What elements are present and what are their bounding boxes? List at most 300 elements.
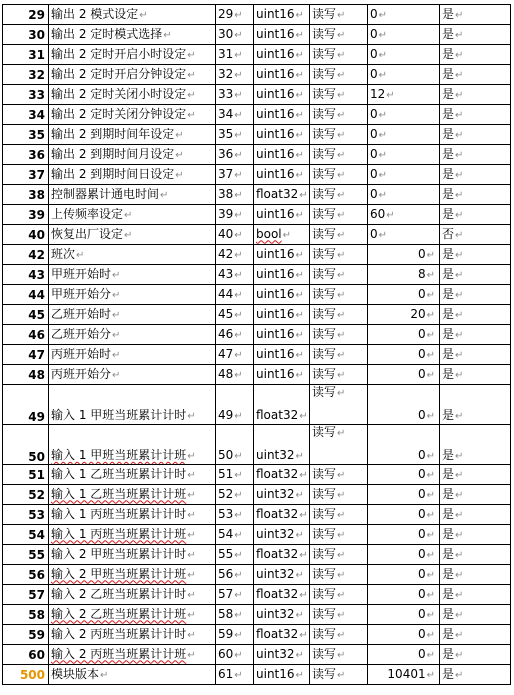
paragraph-mark-icon: ↵ xyxy=(282,229,292,241)
address-cell: 43↵ xyxy=(216,265,254,285)
paragraph-mark-icon: ↵ xyxy=(455,229,464,241)
paragraph-mark-icon: ↵ xyxy=(455,149,464,161)
default-value-cell: 0↵ xyxy=(368,645,440,665)
register-number-cell: 51 xyxy=(3,465,49,485)
data-type-cell: uint16↵ xyxy=(254,145,310,165)
paragraph-mark-icon: ↵ xyxy=(234,89,243,101)
table-row xyxy=(3,485,511,505)
paragraph-mark-icon: ↵ xyxy=(299,589,308,601)
table-row xyxy=(3,525,511,545)
default-value-cell: 0↵ xyxy=(368,105,440,125)
save-flag-cell: 是↵ xyxy=(440,145,511,165)
paragraph-mark-icon: ↵ xyxy=(426,549,435,561)
paragraph-mark-icon: ↵ xyxy=(234,229,243,241)
data-type-cell: float32↵ xyxy=(254,505,310,525)
paragraph-mark-icon: ↵ xyxy=(295,569,304,581)
save-flag-cell: 是↵ xyxy=(440,465,511,485)
table-row xyxy=(3,65,511,85)
paragraph-mark-icon: ↵ xyxy=(426,509,435,521)
default-value-cell: 0↵ xyxy=(368,185,440,205)
paragraph-mark-icon: ↵ xyxy=(426,629,435,641)
default-value-cell: 0↵ xyxy=(368,565,440,585)
default-value-cell: 0↵ xyxy=(368,25,440,45)
address-cell: 49↵ xyxy=(216,385,254,425)
paragraph-mark-icon: ↵ xyxy=(295,249,304,261)
paragraph-mark-icon: ↵ xyxy=(337,309,346,321)
paragraph-mark-icon: ↵ xyxy=(378,189,388,201)
paragraph-mark-icon: ↵ xyxy=(455,609,464,621)
paragraph-mark-icon: ↵ xyxy=(234,69,243,81)
paragraph-mark-icon: ↵ xyxy=(124,209,133,221)
paragraph-mark-icon: ↵ xyxy=(299,629,308,641)
data-type-cell: float32↵ xyxy=(254,465,310,485)
parameter-name-cell: 输入 2 甲班当班累计计时↵ xyxy=(49,545,216,565)
access-mode-cell: 读写↵ xyxy=(310,345,368,365)
paragraph-mark-icon: ↵ xyxy=(295,289,304,301)
parameter-name-cell: 输入 2 丙班当班累计计班↵ xyxy=(49,645,216,665)
paragraph-mark-icon: ↵ xyxy=(187,109,196,121)
data-type-cell: uint16↵ xyxy=(254,105,310,125)
table-row xyxy=(3,305,511,325)
default-value-cell: 0↵ xyxy=(368,605,440,625)
default-value-cell: 0↵ xyxy=(368,625,440,645)
access-mode-cell: 读写↵ xyxy=(310,505,368,525)
table-row xyxy=(3,645,511,665)
parameter-name-cell: 乙班开始时↵ xyxy=(49,305,216,325)
paragraph-mark-icon: ↵ xyxy=(234,509,243,521)
paragraph-mark-icon: ↵ xyxy=(455,529,464,541)
paragraph-mark-icon: ↵ xyxy=(295,609,304,621)
paragraph-mark-icon: ↵ xyxy=(112,349,121,361)
register-number-cell: 57 xyxy=(3,585,49,605)
access-mode-cell: 读写↵ xyxy=(310,245,368,265)
paragraph-mark-icon: ↵ xyxy=(337,609,346,621)
paragraph-mark-icon: ↵ xyxy=(455,349,464,361)
parameter-name-cell: 上传频率设定↵ xyxy=(49,205,216,225)
address-cell: 58↵ xyxy=(216,605,254,625)
paragraph-mark-icon: ↵ xyxy=(234,189,243,201)
data-type-cell: uint16↵ xyxy=(254,265,310,285)
paragraph-mark-icon: ↵ xyxy=(295,109,304,121)
register-number-cell: 49 xyxy=(3,385,49,425)
address-cell: 30↵ xyxy=(216,25,254,45)
register-number-cell: 47 xyxy=(3,345,49,365)
paragraph-mark-icon: ↵ xyxy=(426,469,435,481)
default-value-cell: 10401↵ xyxy=(368,665,440,685)
save-flag-cell: 是↵ xyxy=(440,305,511,325)
paragraph-mark-icon: ↵ xyxy=(337,169,346,181)
default-value-cell: 0↵ xyxy=(368,525,440,545)
table-row xyxy=(3,425,511,465)
paragraph-mark-icon: ↵ xyxy=(234,309,243,321)
paragraph-mark-icon: ↵ xyxy=(386,89,395,101)
register-number-cell: 30 xyxy=(3,25,49,45)
parameter-name-cell: 乙班开始分↵ xyxy=(49,325,216,345)
save-flag-cell: 是↵ xyxy=(440,325,511,345)
address-cell: 50↵ xyxy=(216,425,254,465)
paragraph-mark-icon: ↵ xyxy=(426,329,435,341)
register-number-cell: 43 xyxy=(3,265,49,285)
save-flag-cell: 是↵ xyxy=(440,245,511,265)
paragraph-mark-icon: ↵ xyxy=(455,9,464,21)
default-value-cell: 20↵ xyxy=(368,305,440,325)
save-flag-cell: 是↵ xyxy=(440,665,511,685)
data-type-cell: uint16↵ xyxy=(254,665,310,685)
table-row xyxy=(3,105,511,125)
data-type-cell: uint16↵ xyxy=(254,345,310,365)
paragraph-mark-icon: ↵ xyxy=(337,89,346,101)
paragraph-mark-icon: ↵ xyxy=(337,109,346,121)
paragraph-mark-icon: ↵ xyxy=(426,289,435,301)
paragraph-mark-icon: ↵ xyxy=(455,89,464,101)
address-cell: 32↵ xyxy=(216,65,254,85)
data-type-cell: uint32↵ xyxy=(254,645,310,665)
paragraph-mark-icon: ↵ xyxy=(455,69,464,81)
table-row xyxy=(3,145,511,165)
table-row xyxy=(3,365,511,385)
paragraph-mark-icon: ↵ xyxy=(295,9,304,21)
save-flag-cell: 是↵ xyxy=(440,285,511,305)
save-flag-cell: 是↵ xyxy=(440,545,511,565)
save-flag-cell: 是↵ xyxy=(440,585,511,605)
table-row xyxy=(3,665,511,685)
paragraph-mark-icon: ↵ xyxy=(295,649,304,661)
paragraph-mark-icon: ↵ xyxy=(175,129,184,141)
parameter-name-cell: 输入 2 丙班当班累计计时↵ xyxy=(49,625,216,645)
paragraph-mark-icon: ↵ xyxy=(337,669,346,681)
paragraph-mark-icon: ↵ xyxy=(160,189,169,201)
save-flag-cell: 否↵ xyxy=(440,225,511,245)
paragraph-mark-icon: ↵ xyxy=(455,649,464,661)
parameter-name-cell: 甲班开始分↵ xyxy=(49,285,216,305)
address-cell: 57↵ xyxy=(216,585,254,605)
paragraph-mark-icon: ↵ xyxy=(337,369,346,381)
default-value-cell: 0↵ xyxy=(368,425,440,465)
address-cell: 36↵ xyxy=(216,145,254,165)
register-number-cell: 53 xyxy=(3,505,49,525)
paragraph-mark-icon: ↵ xyxy=(234,9,243,21)
table-row xyxy=(3,345,511,365)
default-value-cell: 0↵ xyxy=(368,145,440,165)
paragraph-mark-icon: ↵ xyxy=(100,669,109,681)
paragraph-mark-icon: ↵ xyxy=(426,529,435,541)
register-number-cell: 52 xyxy=(3,485,49,505)
address-cell: 61↵ xyxy=(216,665,254,685)
address-cell: 55↵ xyxy=(216,545,254,565)
paragraph-mark-icon: ↵ xyxy=(455,569,464,581)
access-mode-cell: 读写↵ xyxy=(310,465,368,485)
register-number-cell: 33 xyxy=(3,85,49,105)
paragraph-mark-icon: ↵ xyxy=(337,549,346,561)
paragraph-mark-icon: ↵ xyxy=(234,289,243,301)
paragraph-mark-icon: ↵ xyxy=(378,49,388,61)
parameter-name-cell: 输出 2 到期时间日设定↵ xyxy=(49,165,216,185)
paragraph-mark-icon: ↵ xyxy=(337,388,346,399)
paragraph-mark-icon: ↵ xyxy=(112,269,121,281)
paragraph-mark-icon: ↵ xyxy=(426,411,435,422)
register-number-cell: 38 xyxy=(3,185,49,205)
data-type-cell: uint16↵ xyxy=(254,125,310,145)
paragraph-mark-icon: ↵ xyxy=(187,69,196,81)
table-row xyxy=(3,385,511,425)
paragraph-mark-icon: ↵ xyxy=(299,469,308,481)
access-mode-cell: 读写↵ xyxy=(310,525,368,545)
paragraph-mark-icon: ↵ xyxy=(295,489,304,501)
paragraph-mark-icon: ↵ xyxy=(295,529,304,541)
register-number-cell: 31 xyxy=(3,45,49,65)
paragraph-mark-icon: ↵ xyxy=(295,669,304,681)
paragraph-mark-icon: ↵ xyxy=(337,629,346,641)
address-cell: 60↵ xyxy=(216,645,254,665)
access-mode-cell: 读写↵ xyxy=(310,625,368,645)
parameter-name-cell: 模块版本↵ xyxy=(49,665,216,685)
paragraph-mark-icon: ↵ xyxy=(234,451,243,462)
save-flag-cell: 是↵ xyxy=(440,105,511,125)
paragraph-mark-icon: ↵ xyxy=(426,609,435,621)
paragraph-mark-icon: ↵ xyxy=(295,451,304,462)
address-cell: 39↵ xyxy=(216,205,254,225)
paragraph-mark-icon: ↵ xyxy=(455,289,464,301)
paragraph-mark-icon: ↵ xyxy=(378,169,388,181)
address-cell: 31↵ xyxy=(216,45,254,65)
paragraph-mark-icon: ↵ xyxy=(337,29,346,41)
save-flag-cell: 是↵ xyxy=(440,605,511,625)
paragraph-mark-icon: ↵ xyxy=(295,29,304,41)
paragraph-mark-icon: ↵ xyxy=(378,149,388,161)
paragraph-mark-icon: ↵ xyxy=(455,309,464,321)
paragraph-mark-icon: ↵ xyxy=(187,629,196,641)
paragraph-mark-icon: ↵ xyxy=(295,149,304,161)
save-flag-cell: 是↵ xyxy=(440,65,511,85)
default-value-cell: 0↵ xyxy=(368,65,440,85)
paragraph-mark-icon: ↵ xyxy=(378,109,388,121)
save-flag-cell: 是↵ xyxy=(440,165,511,185)
parameter-name-cell: 输出 2 定时模式选择↵ xyxy=(49,25,216,45)
register-number-cell: 54 xyxy=(3,525,49,545)
paragraph-mark-icon: ↵ xyxy=(455,549,464,561)
save-flag-cell: 是↵ xyxy=(440,25,511,45)
save-flag-cell: 是↵ xyxy=(440,365,511,385)
paragraph-mark-icon: ↵ xyxy=(112,329,121,341)
paragraph-mark-icon: ↵ xyxy=(234,329,243,341)
default-value-cell: 0↵ xyxy=(368,165,440,185)
default-value-cell: 0↵ xyxy=(368,5,440,25)
parameter-name-cell: 输入 1 甲班当班累计计班↵ xyxy=(49,425,216,465)
paragraph-mark-icon: ↵ xyxy=(378,29,388,41)
paragraph-mark-icon: ↵ xyxy=(234,369,243,381)
default-value-cell: 0↵ xyxy=(368,385,440,425)
paragraph-mark-icon: ↵ xyxy=(455,49,464,61)
access-mode-cell: 读写↵ xyxy=(310,145,368,165)
paragraph-mark-icon: ↵ xyxy=(187,89,196,101)
table-row xyxy=(3,25,511,45)
paragraph-mark-icon: ↵ xyxy=(337,349,346,361)
paragraph-mark-icon: ↵ xyxy=(112,369,121,381)
paragraph-mark-icon: ↵ xyxy=(187,451,196,462)
paragraph-mark-icon: ↵ xyxy=(187,411,196,422)
table-row xyxy=(3,325,511,345)
paragraph-mark-icon: ↵ xyxy=(112,289,121,301)
paragraph-mark-icon: ↵ xyxy=(455,109,464,121)
register-number-cell: 58 xyxy=(3,605,49,625)
paragraph-mark-icon: ↵ xyxy=(187,649,196,661)
access-mode-cell: 读写↵ xyxy=(310,385,368,425)
paragraph-mark-icon: ↵ xyxy=(163,29,172,41)
paragraph-mark-icon: ↵ xyxy=(455,189,464,201)
default-value-cell: 0↵ xyxy=(368,365,440,385)
table-row xyxy=(3,505,511,525)
paragraph-mark-icon: ↵ xyxy=(337,209,346,221)
data-type-cell: uint32↵ xyxy=(254,485,310,505)
paragraph-mark-icon: ↵ xyxy=(234,249,243,261)
save-flag-cell: 是↵ xyxy=(440,485,511,505)
paragraph-mark-icon: ↵ xyxy=(187,509,196,521)
access-mode-cell: 读写↵ xyxy=(310,185,368,205)
address-cell: 37↵ xyxy=(216,165,254,185)
default-value-cell: 60↵ xyxy=(368,205,440,225)
paragraph-mark-icon: ↵ xyxy=(337,569,346,581)
data-type-cell: uint32↵ xyxy=(254,525,310,545)
paragraph-mark-icon: ↵ xyxy=(455,329,464,341)
paragraph-mark-icon: ↵ xyxy=(234,109,243,121)
paragraph-mark-icon: ↵ xyxy=(426,451,435,462)
paragraph-mark-icon: ↵ xyxy=(337,529,346,541)
table-row xyxy=(3,245,511,265)
paragraph-mark-icon: ↵ xyxy=(234,129,243,141)
paragraph-mark-icon: ↵ xyxy=(295,349,304,361)
paragraph-mark-icon: ↵ xyxy=(299,549,308,561)
paragraph-mark-icon: ↵ xyxy=(234,269,243,281)
access-mode-cell: 读写↵ xyxy=(310,425,368,465)
table-row xyxy=(3,285,511,305)
data-type-cell: uint32↵ xyxy=(254,425,310,465)
parameter-name-cell: 输入 1 乙班当班累计计班↵ xyxy=(49,485,216,505)
paragraph-mark-icon: ↵ xyxy=(337,189,346,201)
data-type-cell: uint16↵ xyxy=(254,285,310,305)
paragraph-mark-icon: ↵ xyxy=(234,469,243,481)
paragraph-mark-icon: ↵ xyxy=(187,489,196,501)
address-cell: 52↵ xyxy=(216,485,254,505)
parameter-name-cell: 丙班开始时↵ xyxy=(49,345,216,365)
paragraph-mark-icon: ↵ xyxy=(295,209,304,221)
table-row xyxy=(3,125,511,145)
register-number-cell: 32 xyxy=(3,65,49,85)
paragraph-mark-icon: ↵ xyxy=(234,349,243,361)
table-row xyxy=(3,225,511,245)
data-type-cell: uint16↵ xyxy=(254,365,310,385)
default-value-cell: 0↵ xyxy=(368,505,440,525)
register-number-cell: 35 xyxy=(3,125,49,145)
parameter-name-cell: 输入 2 乙班当班累计计时↵ xyxy=(49,585,216,605)
table-row xyxy=(3,5,511,25)
parameter-name-cell: 恢复出厂设定↵ xyxy=(49,225,216,245)
paragraph-mark-icon: ↵ xyxy=(234,649,243,661)
data-type-cell: float32↵ xyxy=(254,385,310,425)
paragraph-mark-icon: ↵ xyxy=(76,249,85,261)
address-cell: 59↵ xyxy=(216,625,254,645)
data-type-cell: uint16↵ xyxy=(254,305,310,325)
paragraph-mark-icon: ↵ xyxy=(378,9,388,21)
default-value-cell: 8↵ xyxy=(368,265,440,285)
access-mode-cell: 读写↵ xyxy=(310,105,368,125)
paragraph-mark-icon: ↵ xyxy=(426,569,435,581)
paragraph-mark-icon: ↵ xyxy=(337,229,346,241)
register-number-cell: 42 xyxy=(3,245,49,265)
default-value-cell: 0↵ xyxy=(368,585,440,605)
paragraph-mark-icon: ↵ xyxy=(234,29,243,41)
default-value-cell: 0↵ xyxy=(368,545,440,565)
register-number-cell: 55 xyxy=(3,545,49,565)
data-type-cell: uint16↵ xyxy=(254,5,310,25)
paragraph-mark-icon: ↵ xyxy=(187,529,196,541)
address-cell: 35↵ xyxy=(216,125,254,145)
paragraph-mark-icon: ↵ xyxy=(234,49,243,61)
paragraph-mark-icon: ↵ xyxy=(426,649,435,661)
paragraph-mark-icon: ↵ xyxy=(426,669,435,681)
paragraph-mark-icon: ↵ xyxy=(299,509,308,521)
paragraph-mark-icon: ↵ xyxy=(378,69,388,81)
data-type-cell: uint16↵ xyxy=(254,325,310,345)
access-mode-cell: 读写↵ xyxy=(310,585,368,605)
paragraph-mark-icon: ↵ xyxy=(234,169,243,181)
paragraph-mark-icon: ↵ xyxy=(426,309,435,321)
parameter-name-cell: 丙班开始分↵ xyxy=(49,365,216,385)
register-number-cell: 37 xyxy=(3,165,49,185)
default-value-cell: 0↵ xyxy=(368,285,440,305)
parameter-name-cell: 输入 1 丙班当班累计计班↵ xyxy=(49,525,216,545)
register-table xyxy=(2,4,511,685)
data-type-cell: float32↵ xyxy=(254,185,310,205)
data-type-cell: uint32↵ xyxy=(254,605,310,625)
access-mode-cell: 读写↵ xyxy=(310,605,368,625)
paragraph-mark-icon: ↵ xyxy=(337,589,346,601)
paragraph-mark-icon: ↵ xyxy=(295,129,304,141)
save-flag-cell: 是↵ xyxy=(440,45,511,65)
paragraph-mark-icon: ↵ xyxy=(299,411,308,422)
access-mode-cell: 读写↵ xyxy=(310,665,368,685)
save-flag-cell: 是↵ xyxy=(440,85,511,105)
paragraph-mark-icon: ↵ xyxy=(295,69,304,81)
paragraph-mark-icon: ↵ xyxy=(337,329,346,341)
access-mode-cell: 读写↵ xyxy=(310,305,368,325)
paragraph-mark-icon: ↵ xyxy=(455,469,464,481)
access-mode-cell: 读写↵ xyxy=(310,25,368,45)
paragraph-mark-icon: ↵ xyxy=(299,189,308,201)
paragraph-mark-icon: ↵ xyxy=(337,129,346,141)
address-cell: 42↵ xyxy=(216,245,254,265)
parameter-name-cell: 输出 2 到期时间月设定↵ xyxy=(49,145,216,165)
paragraph-mark-icon: ↵ xyxy=(187,589,196,601)
paragraph-mark-icon: ↵ xyxy=(295,369,304,381)
parameter-name-cell: 输入 2 乙班当班累计计班↵ xyxy=(49,605,216,625)
data-type-cell: float32↵ xyxy=(254,545,310,565)
paragraph-mark-icon: ↵ xyxy=(187,569,196,581)
paragraph-mark-icon: ↵ xyxy=(337,649,346,661)
data-type-cell: uint16↵ xyxy=(254,245,310,265)
parameter-name-cell: 输出 2 模式设定↵ xyxy=(49,5,216,25)
paragraph-mark-icon: ↵ xyxy=(455,411,464,422)
register-number-cell: 60 xyxy=(3,645,49,665)
paragraph-mark-icon: ↵ xyxy=(386,209,395,221)
data-type-cell: uint16↵ xyxy=(254,205,310,225)
paragraph-mark-icon: ↵ xyxy=(455,269,464,281)
data-type-cell: uint16↵ xyxy=(254,65,310,85)
access-mode-cell: 读写↵ xyxy=(310,205,368,225)
register-number-cell: 50 xyxy=(3,425,49,465)
data-type-cell: uint16↵ xyxy=(254,165,310,185)
table-row xyxy=(3,565,511,585)
paragraph-mark-icon: ↵ xyxy=(234,609,243,621)
